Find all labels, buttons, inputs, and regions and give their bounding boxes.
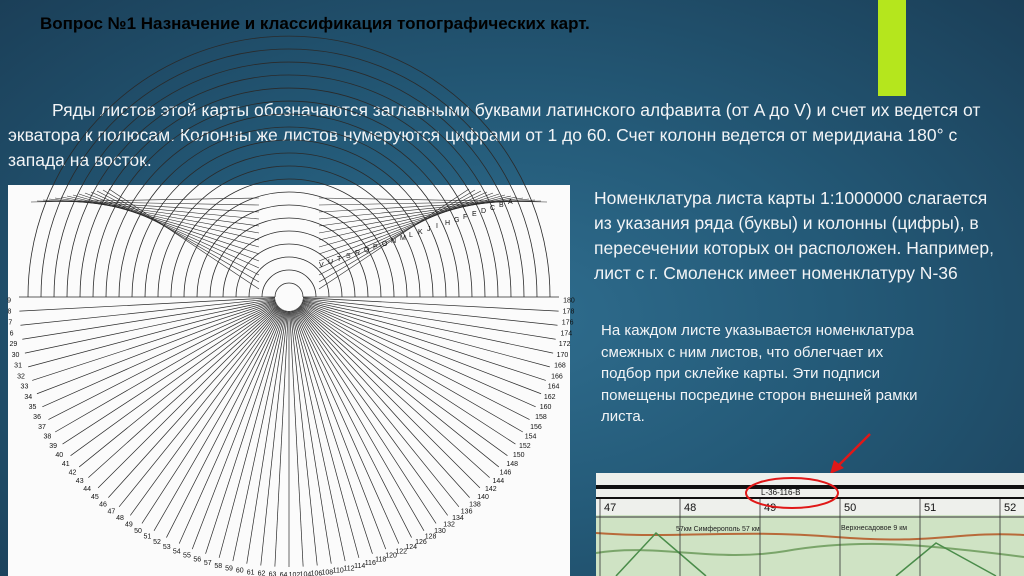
map-sheet-grid-image	[7, 185, 575, 576]
column-number-right: 168	[554, 362, 566, 370]
column-number-right: 162	[543, 394, 556, 402]
row-letter: V	[319, 262, 324, 269]
column-number-right: 142	[484, 486, 497, 494]
column-number-right: 118	[375, 556, 387, 564]
grid-meridian-line	[20, 298, 275, 325]
grid-meridian-line	[19, 298, 275, 311]
column-number-left: 38	[43, 433, 52, 441]
column-number-right: 170	[556, 352, 569, 360]
column-number-right: 164	[547, 383, 560, 391]
grid-meridian-line	[291, 311, 331, 564]
grid-meridian-line	[275, 311, 288, 567]
column-number-left: 55	[183, 552, 191, 560]
grid-ring-line	[275, 283, 303, 297]
column-number-left: 45	[91, 493, 99, 501]
column-number-right: 140	[477, 493, 489, 501]
column-number-right: 148	[506, 460, 519, 468]
grid-meridian-line	[192, 310, 284, 549]
strip-grid-number: 50	[844, 502, 857, 514]
column-number-right: 104	[299, 571, 312, 576]
column-number-right: 156	[530, 423, 542, 431]
column-number-left: 43	[75, 477, 84, 485]
row-letter: I	[436, 223, 438, 230]
grid-meridian-line	[206, 310, 285, 553]
strip-grid-number: 52	[1004, 502, 1017, 514]
column-number-left: 35	[28, 404, 37, 412]
row-letter: L	[409, 232, 413, 239]
column-number-right: 112	[343, 565, 355, 573]
column-number-left: 9	[7, 297, 12, 305]
column-number-left: 52	[153, 538, 161, 546]
grid-meridian-line	[299, 306, 489, 477]
grid-ring-line	[210, 218, 368, 297]
row-letter: C	[490, 205, 496, 212]
column-number-right: 102	[288, 571, 301, 576]
column-number-right: 166	[551, 373, 563, 381]
column-number-left: 57	[203, 559, 212, 567]
column-number-left: 8	[7, 308, 12, 316]
grid-meridian-line	[290, 311, 317, 566]
grid-wing-line	[319, 198, 547, 202]
grid-meridian-line	[303, 299, 556, 339]
column-number-left: 7	[8, 319, 13, 327]
column-number-left: 58	[214, 562, 223, 570]
column-number-right: 134	[452, 515, 464, 523]
column-number-left: 64	[279, 571, 288, 576]
row-letter: F	[463, 214, 468, 221]
grid-meridian-line	[297, 309, 436, 524]
grid-meridian-line	[142, 309, 281, 524]
column-number-right: 152	[518, 442, 531, 450]
grid-meridian-line	[298, 307, 469, 497]
grid-meridian-line	[247, 311, 287, 564]
grid-ring-line	[262, 270, 316, 297]
column-number-left: 62	[257, 570, 266, 576]
column-number-right: 176	[561, 319, 574, 327]
strip-grid-number: 49	[764, 502, 777, 514]
column-number-right: 110	[332, 567, 344, 575]
row-letter: P	[373, 244, 378, 251]
grid-meridian-line	[98, 307, 279, 488]
grid-meridian-line	[303, 298, 558, 325]
column-number-right: 122	[395, 548, 408, 556]
column-number-right: 146	[499, 469, 512, 477]
grid-meridian-line	[302, 302, 541, 394]
column-number-right: 160	[539, 404, 552, 412]
column-number-right: 138	[469, 501, 481, 509]
column-number-right: 126	[415, 538, 427, 546]
row-letter: K	[418, 229, 423, 236]
column-number-right: 128	[424, 533, 437, 541]
grid-meridian-line	[290, 311, 303, 567]
topographic-map-fragment	[596, 473, 1024, 576]
column-number-left: 54	[172, 548, 181, 556]
column-number-left: 59	[225, 565, 233, 573]
grid-ring-line	[145, 153, 433, 297]
column-number-right: 124	[405, 543, 418, 551]
column-number-left: 50	[134, 527, 142, 535]
grid-meridian-line	[37, 302, 276, 394]
column-number-right: 180	[563, 297, 575, 305]
column-number-left: 42	[68, 469, 77, 477]
column-number-left: 48	[116, 515, 124, 523]
column-number-right: 174	[560, 330, 573, 338]
grid-meridian-line	[293, 310, 372, 553]
row-letter: N	[391, 238, 397, 245]
column-number-left: 46	[99, 501, 107, 509]
column-number-right: 144	[492, 477, 505, 485]
column-number-left: 30	[11, 352, 20, 360]
slide-title: Вопрос №1 Назначение и классификация топографических карт.	[40, 14, 590, 33]
row-letter: E	[472, 211, 477, 218]
intro-paragraph: Ряды листов этой карты обозначаются заглавными буквами латинского алфавита (от A до V) и счет их ведется от экватора к полюсам. Колонны же листов нумеруются цифрами от 1 до 60. Счет колонн ведется от меридиана 180° с запада на восток.	[8, 100, 981, 170]
grid-wing-line	[73, 195, 259, 247]
column-number-left: 60	[235, 567, 244, 575]
sheet-label: L-36-116-B	[761, 488, 801, 497]
grid-meridian-line	[294, 310, 386, 549]
grid-meridian-line	[302, 301, 545, 380]
grid-meridian-line	[119, 308, 280, 507]
strip-caption-right: Верхнесадовое 9 км	[841, 525, 908, 532]
column-number-left: 61	[246, 569, 255, 576]
column-number-left: 49	[125, 521, 133, 529]
column-number-right: 158	[535, 414, 547, 422]
column-number-right: 106	[310, 570, 323, 576]
row-letter: S	[346, 253, 351, 260]
column-number-right: 172	[558, 341, 571, 349]
column-number-right: 120	[385, 552, 397, 560]
row-letter: M	[400, 235, 406, 242]
grid-meridian-line	[32, 301, 275, 380]
grid-ring-line	[223, 231, 355, 297]
column-number-right: 178	[562, 308, 575, 316]
grid-ring-line	[171, 179, 407, 297]
column-number-left: 32	[17, 373, 25, 381]
grid-ring-line	[249, 257, 329, 297]
column-number-left: 31	[14, 362, 22, 370]
row-letter: A	[508, 199, 513, 206]
column-number-right: 150	[512, 452, 525, 460]
column-number-left: 53	[162, 543, 171, 551]
row-letter: U	[328, 259, 334, 266]
column-number-left: 33	[20, 383, 29, 391]
grid-meridian-line	[63, 305, 278, 444]
column-number-right: 116	[364, 559, 376, 567]
column-number-left: 47	[107, 508, 116, 516]
row-letter: R	[355, 250, 361, 257]
row-letter: B	[499, 202, 504, 209]
grid-meridian-line	[299, 307, 480, 488]
column-number-left: 44	[83, 486, 92, 494]
grid-meridian-line	[79, 306, 278, 467]
strip-grid-number: 47	[604, 502, 617, 514]
column-number-left: 40	[55, 452, 64, 460]
row-letter: Q	[364, 247, 370, 254]
row-letter: D	[481, 208, 487, 215]
column-number-right: 130	[434, 527, 446, 535]
row-letter: J	[427, 226, 431, 233]
column-number-left: 39	[49, 442, 58, 450]
column-number-left: 63	[268, 571, 277, 576]
column-number-right: 154	[524, 433, 537, 441]
grid-meridian-line	[22, 299, 275, 339]
column-number-left: 34	[24, 394, 33, 402]
column-number-left: 36	[33, 414, 41, 422]
row-letter: T	[337, 256, 342, 263]
grid-wing-line	[319, 195, 505, 247]
column-number-right: 136	[460, 508, 473, 516]
column-number-left: 6	[9, 330, 14, 338]
column-number-left: 37	[38, 423, 46, 431]
column-number-left: 41	[61, 460, 70, 468]
nomenclature-paragraph: Номенклатура листа карты 1:1000000 слагается из указания ряда (буквы) и колонны (цифры), в пересечении которых он расположен. Например, лист с г. Смоленск имеет номенклатуру N-36	[594, 188, 994, 283]
column-number-right: 132	[443, 521, 455, 529]
strip-caption-left: 57км Симферополь 57 км	[676, 526, 760, 533]
grid-ring-line	[184, 192, 397, 297]
grid-meridian-line	[303, 298, 559, 311]
grid-meridian-line	[261, 311, 288, 566]
grid-meridian-line	[108, 307, 279, 497]
strip-grid-number: 51	[924, 502, 937, 514]
column-number-left: 51	[143, 533, 152, 541]
grid-meridian-line	[88, 306, 278, 477]
column-number-right: 108	[321, 569, 334, 576]
grid-wing-line	[31, 198, 259, 202]
grid-ring-line	[236, 244, 342, 297]
grid-ring-line	[41, 49, 537, 297]
accent-bar	[878, 0, 906, 96]
column-number-left: 29	[9, 341, 18, 349]
grid-meridian-line	[301, 305, 516, 444]
row-letter: H	[445, 220, 451, 227]
grid-meridian-line	[298, 308, 459, 507]
row-letter: O	[382, 241, 388, 248]
adjacent-sheets-note: На каждом листе указывается номенклатура смежных с ним листов, что облегчает их подбор при склейке карты. Эти подписи помещены посредине сторон внешней рамки листа.	[601, 322, 918, 425]
column-number-right: 114	[354, 562, 366, 570]
grid-wing-line	[109, 189, 259, 289]
column-number-left: 56	[193, 556, 202, 564]
grid-meridian-line	[300, 306, 499, 467]
row-letter: G	[454, 217, 460, 224]
strip-grid-number: 48	[684, 502, 697, 514]
